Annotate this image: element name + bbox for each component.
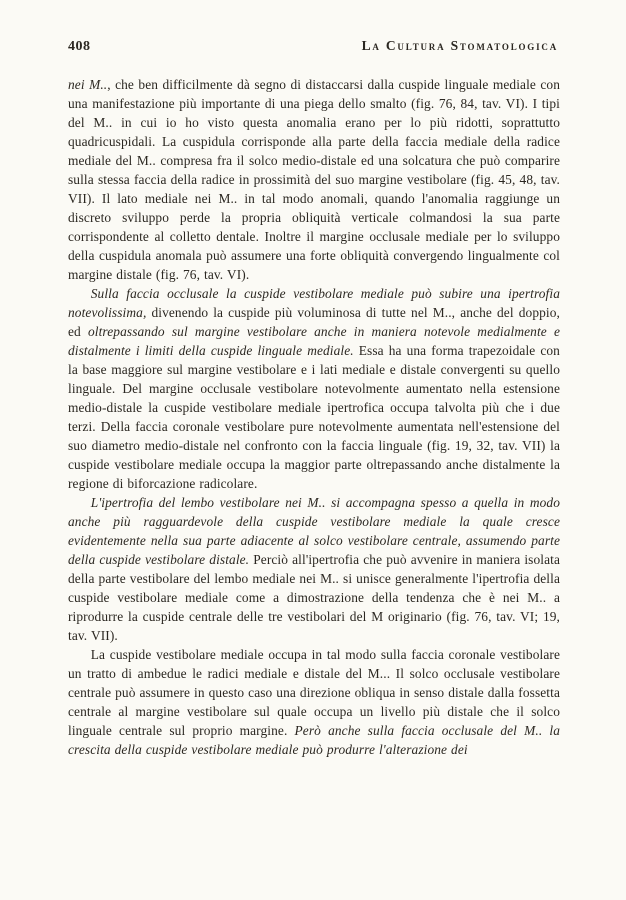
text-run: La cuspide vestibolare mediale occupa in tal modo sulla faccia coronale vestibolare un tratto di ambedue le radici mediale e distale del M... Il solco occlusale vestibolare centrale può assumere in questo caso una direzione obliqua in senso distale dalla fossetta centrale al margine vestibolare sul quale occupa un livello più distale che il solco linguale centrale sul proprio margine.: [68, 647, 560, 738]
text-run: oltrepassando sul margine vestibolare anche in maniera notevole medialmente e distalmente i limiti della cuspide linguale mediale.: [68, 324, 561, 358]
text-run: Sulla faccia occlusale la cuspide vestibolare mediale può subire una ipertrofia notevolissima,: [68, 286, 560, 320]
text-run: L'ipertrofia del lembo vestibolare nei M.. si accompagna spesso a quella in modo anche più ragguardevole della cuspide vestibolare mediale la quale cresce evidentemente nella sua parte adiacente al solco vestibolare centrale, assumendo parte della cuspide vestibolare distale.: [68, 495, 560, 567]
journal-title: La Cultura Stomatologica: [361, 38, 558, 53]
page-body: [68, 75, 560, 759]
text-run: Essa ha una forma trapezoidale con la base maggiore sul margine vestibolare e i lati mediale e distale convergenti su quello linguale. Del margine occlusale vestibolare notevolmente aumentato nella estensione medio-distale la cuspide vestibolare mediale ipertrofica occupa talvolta più che i due terzi. Della faccia coronale vestibolare pure notevolmente aumentata nell'estensione del suo diametro medio-distale nel confronto con la faccia linguale (fig. 19, 32, tav. VII) la cuspide vestibolare mediale occupa la maggior parte oltrepassando anche distalmente la regione di biforcazione radicolare.: [68, 343, 560, 491]
paragraph: [68, 284, 560, 493]
text-run: nei M..: [68, 77, 108, 92]
page-number: 408: [68, 39, 91, 54]
text-run: Però anche sulla faccia occlusale del M.. la crescita della cuspide vestibolare mediale può produrre l'alterazione dei: [68, 723, 560, 757]
paragraph: [68, 493, 560, 645]
text-run: divenendo la cuspide più voluminosa di tutte nel M.., anche del doppio, ed: [68, 305, 560, 339]
text-run: Perciò all'ipertrofia che può avvenire in maniera isolata della parte vestibolare del lembo mediale nei M.. si unisce generalmente l'ipertrofia della cuspide vestibolare mediale come a dimostrazione della tendenza che è nei M.. a riprodurre la cuspide centrale delle tre vestibolari del M originario (fig. 76, tav. VI; 19, tav. VII).: [68, 552, 560, 643]
paragraph: [68, 75, 560, 284]
paragraph: [68, 645, 560, 759]
text-run: , che ben difficilmente dà segno di distaccarsi dalla cuspide linguale mediale con una manifestazione più importante di una piega dello smalto (fig. 76, 84, tav. VI). I tipi del M.. in cui io ho visto questa anomalia erano per lo più ridotti, soprattutto quadricuspidali. La cuspidula corrisponde alla parte della faccia mediale della radice mediale del M.. compresa fra il solco medio-distale ed una solcatura che può comparire sulla stessa faccia della radice in prossimità del suo margine vestibolare (fig. 45, 48, tav. VII). Il lato mediale nei M.. in tal modo anomali, quando l'anomalia raggiunge un discreto sviluppo perde la propria obliquità verticale colmandosi la sua parte corrispondente al colletto dentale. Inoltre il margine occlusale mediale per lo sviluppo della cuspidula anomala può assumere una forte obliquità convergendo lingualmente col margine distale (fig. 76, tav. VI).: [68, 77, 560, 282]
running-header: [68, 38, 560, 55]
